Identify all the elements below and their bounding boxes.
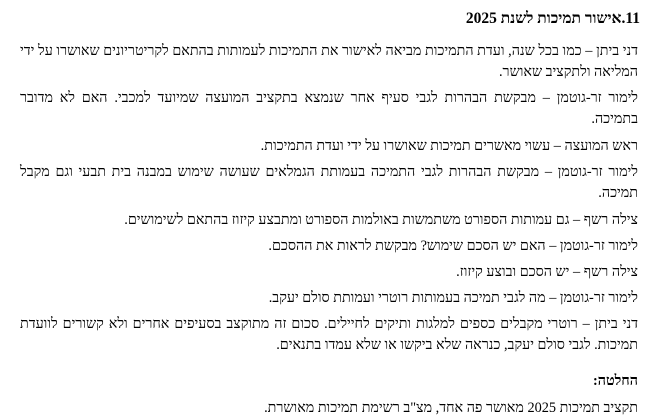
paragraph: ראש המועצה – עשוי מאשרים תמיכות שאושרו על ידי ועדת התמיכות.	[260, 137, 638, 154]
paragraph: צילה רשף – גם עמותות הספורט משתמשות באולמות הספורט ומתבצע קיזוז בהתאם לשימושים.	[124, 211, 638, 228]
decision-heading: החלטה:	[593, 373, 638, 390]
decision-text: תקציב תמיכות 2025 מאושר פה אחד, מצ"ב רשימת תמיכות מאושרת.	[264, 399, 638, 416]
paragraph: לימור זר-גוטמן – מבקשת הבהרות לגבי התמיכה בעמותת הגמלאים שעושה שימוש במבנה בית תבעי וגם מקבל תמיכה.	[20, 164, 638, 202]
paragraph: לימור זר-גוטמן – מבקשת הבהרות לגבי סעיף אחר שנמצא בתקציב המועצה שמיועד למכבי. האם לא מדובר בתמיכה.	[20, 90, 638, 128]
page-title: 11.אישור תמיכות לשנת 2025	[465, 10, 640, 27]
paragraph: לימור זר-גוטמן – האם יש הסכם שימוש? מבקשת לראות את ההסכם.	[268, 238, 638, 255]
paragraph: צילה רשף – יש הסכם ובוצע קיזוז.	[456, 264, 638, 281]
document-body	[14, 41, 642, 357]
paragraph: לימור זר-גוטמן – מה לגבי תמיכה בעמותות רוטרי ועמותת סולם יעקב.	[268, 290, 638, 307]
paragraph: דני ביתן – כמו בכל שנה, ועדת התמיכות מביאה לאישור את התמיכות לעמותות בהתאם לקריטריונים שאושרו על ידי המליאה ולתקציב שאושר.	[20, 42, 638, 80]
paragraph: דני ביתן – רוטרי מקבלים כספים למלגות ותיקים לחיילים. סכום זה מתוקצב בסעיפים אחרים ולא קשורים לוועדת תמיכות. לגבי סולם יעקב, כנראה שלא ביקשו או שלא עמדו בתנאים.	[20, 316, 638, 354]
